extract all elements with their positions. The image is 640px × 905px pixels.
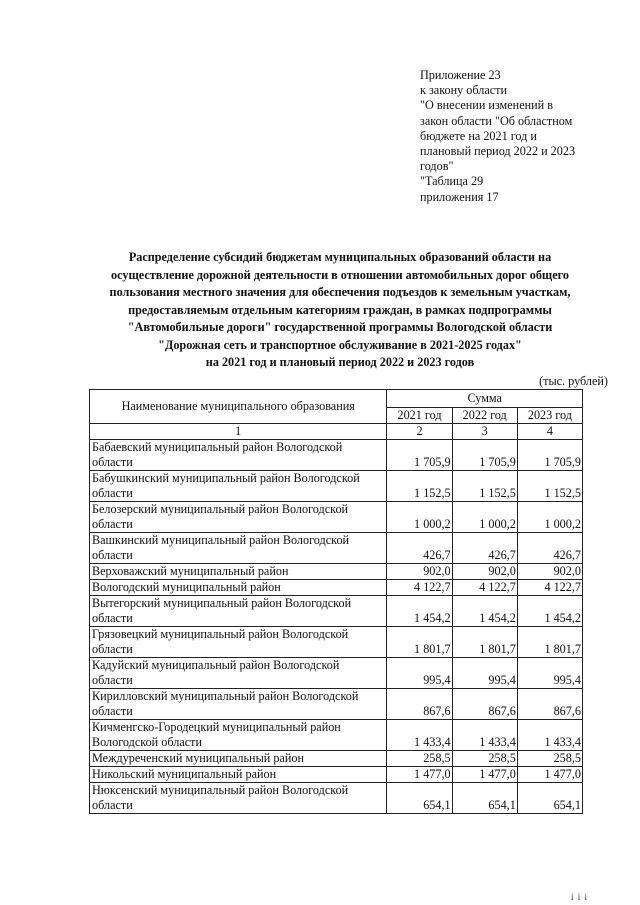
subsidy-table: [89, 389, 583, 814]
document-title: [60, 249, 620, 372]
amount-cell-3: 1 705,9: [452, 440, 517, 471]
table-row: [90, 689, 583, 720]
column-header-year: 2023 год: [517, 408, 582, 424]
table-row: [90, 440, 583, 471]
municipality-name-line: области: [92, 798, 133, 812]
municipality-name-line: области: [92, 611, 133, 625]
municipality-name-line: Бабушкинский муниципальный район Вологодской: [92, 471, 360, 485]
amount-cell-2: 258,5: [387, 751, 452, 767]
appendix-line: Приложение 23: [420, 68, 501, 82]
municipality-name-line: области: [92, 455, 133, 469]
municipality-name-cell: [90, 689, 387, 720]
municipality-name-line: области: [92, 548, 133, 562]
column-header-name: Наименование муниципального образования: [90, 390, 387, 424]
municipality-name-line: Верховажский муниципальный район: [92, 564, 289, 578]
appendix-line: приложения 17: [420, 189, 499, 204]
amount-cell-4: 258,5: [517, 751, 582, 767]
amount-cell-3: 1 454,2: [452, 596, 517, 627]
amount-cell-4: 1 433,4: [517, 720, 582, 751]
amount-cell-2: 654,1: [387, 783, 452, 814]
table-row: [90, 502, 583, 533]
municipality-name-cell: [90, 502, 387, 533]
title-line: Распределение субсидий бюджетам муниципальных образований области на: [128, 250, 552, 264]
municipality-name-cell: [90, 783, 387, 814]
amount-cell-2: 1 152,5: [387, 471, 452, 502]
municipality-name-line: Кадуйский муниципальный район Вологодской: [92, 658, 340, 672]
title-line: на 2021 год и плановый период 2022 и 2023 годов: [205, 355, 475, 369]
units-label: (тыс. рублей): [539, 374, 608, 388]
column-header-sum: Сумма: [387, 390, 583, 408]
amount-cell-2: 1 433,4: [387, 720, 452, 751]
municipality-name-line: области: [92, 673, 133, 687]
amount-cell-3: 995,4: [452, 658, 517, 689]
municipality-name-cell: [90, 720, 387, 751]
municipality-name-line: Никольский муниципальный район: [92, 767, 277, 781]
table-row: [90, 533, 583, 564]
title-line: предоставляемым отдельным категориям граждан, в рамках подпрограммы: [128, 302, 552, 317]
amount-cell-2: 995,4: [387, 658, 452, 689]
municipality-name-line: области: [92, 486, 133, 500]
amount-cell-3: 1 433,4: [452, 720, 517, 751]
title-line: осуществление дорожной деятельности в отношении автомобильных дорог общего: [111, 267, 569, 282]
amount-cell-3: 1 477,0: [452, 767, 517, 783]
column-header-year: 2022 год: [452, 408, 517, 424]
municipality-name-line: Кирилловский муниципальный район Вологодской: [92, 689, 359, 703]
table-row: [90, 658, 583, 689]
table-row: [90, 564, 583, 580]
amount-cell-4: 1 152,5: [517, 471, 582, 502]
amount-cell-3: 867,6: [452, 689, 517, 720]
column-index: 1: [90, 424, 387, 440]
municipality-name-line: Грязовецкий муниципальный район Вологодской: [92, 627, 349, 641]
municipality-name-line: области: [92, 517, 133, 531]
municipality-name-cell: [90, 533, 387, 564]
table-row: [90, 627, 583, 658]
appendix-line: годов": [420, 159, 454, 174]
column-index: 4: [517, 424, 582, 440]
amount-cell-4: 1 454,2: [517, 596, 582, 627]
amount-cell-3: 4 122,7: [452, 580, 517, 596]
amount-cell-4: 1 477,0: [517, 767, 582, 783]
municipality-name-line: области: [92, 642, 133, 656]
appendix-reference: [420, 68, 620, 205]
municipality-name-line: Вашкинский муниципальный район Вологодской: [92, 533, 350, 547]
municipality-name-cell: [90, 471, 387, 502]
amount-cell-2: 1 000,2: [387, 502, 452, 533]
appendix-line: к закону области: [420, 83, 507, 98]
amount-cell-2: 1 801,7: [387, 627, 452, 658]
amount-cell-3: 902,0: [452, 564, 517, 580]
municipality-name-line: Междуреченский муниципальный район: [92, 751, 304, 765]
municipality-name-cell: [90, 767, 387, 783]
amount-cell-3: 426,7: [452, 533, 517, 564]
column-index: 2: [387, 424, 452, 440]
appendix-line: "Таблица 29: [420, 174, 484, 189]
amount-cell-4: 1 705,9: [517, 440, 582, 471]
municipality-name-line: Кичменгско-Городецкий муниципальный район: [92, 720, 341, 734]
amount-cell-4: 995,4: [517, 658, 582, 689]
appendix-line: закон области "Об областном: [420, 113, 573, 128]
amount-cell-2: 1 705,9: [387, 440, 452, 471]
amount-cell-3: 1 000,2: [452, 502, 517, 533]
municipality-name-cell: [90, 440, 387, 471]
municipality-name-line: Бабаевский муниципальный район Вологодской: [92, 440, 343, 454]
amount-cell-3: 258,5: [452, 751, 517, 767]
appendix-line: бюджете на 2021 год и: [420, 128, 537, 143]
amount-cell-4: 654,1: [517, 783, 582, 814]
municipality-name-cell: [90, 580, 387, 596]
amount-cell-2: 902,0: [387, 564, 452, 580]
amount-cell-2: 4 122,7: [387, 580, 452, 596]
column-index: 3: [452, 424, 517, 440]
table-row: [90, 471, 583, 502]
amount-cell-3: 654,1: [452, 783, 517, 814]
municipality-name-cell: [90, 658, 387, 689]
page-mark: i i i: [571, 892, 589, 902]
title-line: пользования местного значения для обеспечения подъездов к земельным участкам,: [109, 285, 571, 299]
municipality-name-line: Вытегорский муниципальный район Вологодской: [92, 596, 352, 610]
municipality-name-line: Белозерский муниципальный район Вологодской: [92, 502, 349, 516]
municipality-name-cell: [90, 751, 387, 767]
table-row: [90, 580, 583, 596]
amount-cell-4: 4 122,7: [517, 580, 582, 596]
amount-cell-2: 1 477,0: [387, 767, 452, 783]
table-row: [90, 767, 583, 783]
column-header-year: 2021 год: [387, 408, 452, 424]
table-row: [90, 783, 583, 814]
municipality-name-cell: [90, 596, 387, 627]
title-line: "Дорожная сеть и транспортное обслуживание в 2021-2025 годах": [158, 337, 522, 352]
amount-cell-2: 1 454,2: [387, 596, 452, 627]
amount-cell-2: 426,7: [387, 533, 452, 564]
municipality-name-line: области: [92, 704, 133, 718]
table-row: [90, 596, 583, 627]
municipality-name-line: Вологодский муниципальный район: [92, 580, 281, 594]
municipality-name-line: Вологодской области: [92, 735, 202, 749]
amount-cell-4: 902,0: [517, 564, 582, 580]
amount-cell-2: 867,6: [387, 689, 452, 720]
amount-cell-4: 1 801,7: [517, 627, 582, 658]
municipality-name-line: Нюксенский муниципальный район Вологодской: [92, 783, 349, 797]
table-row: [90, 720, 583, 751]
table-row: [90, 751, 583, 767]
appendix-line: плановый период 2022 и 2023: [420, 144, 576, 159]
municipality-name-cell: [90, 564, 387, 580]
municipality-name-cell: [90, 627, 387, 658]
amount-cell-3: 1 152,5: [452, 471, 517, 502]
amount-cell-4: 867,6: [517, 689, 582, 720]
appendix-line: "О внесении изменений в: [420, 98, 553, 113]
title-line: "Автомобильные дороги" государственной программы Вологодской области: [127, 320, 553, 334]
amount-cell-4: 1 000,2: [517, 502, 582, 533]
amount-cell-4: 426,7: [517, 533, 582, 564]
amount-cell-3: 1 801,7: [452, 627, 517, 658]
